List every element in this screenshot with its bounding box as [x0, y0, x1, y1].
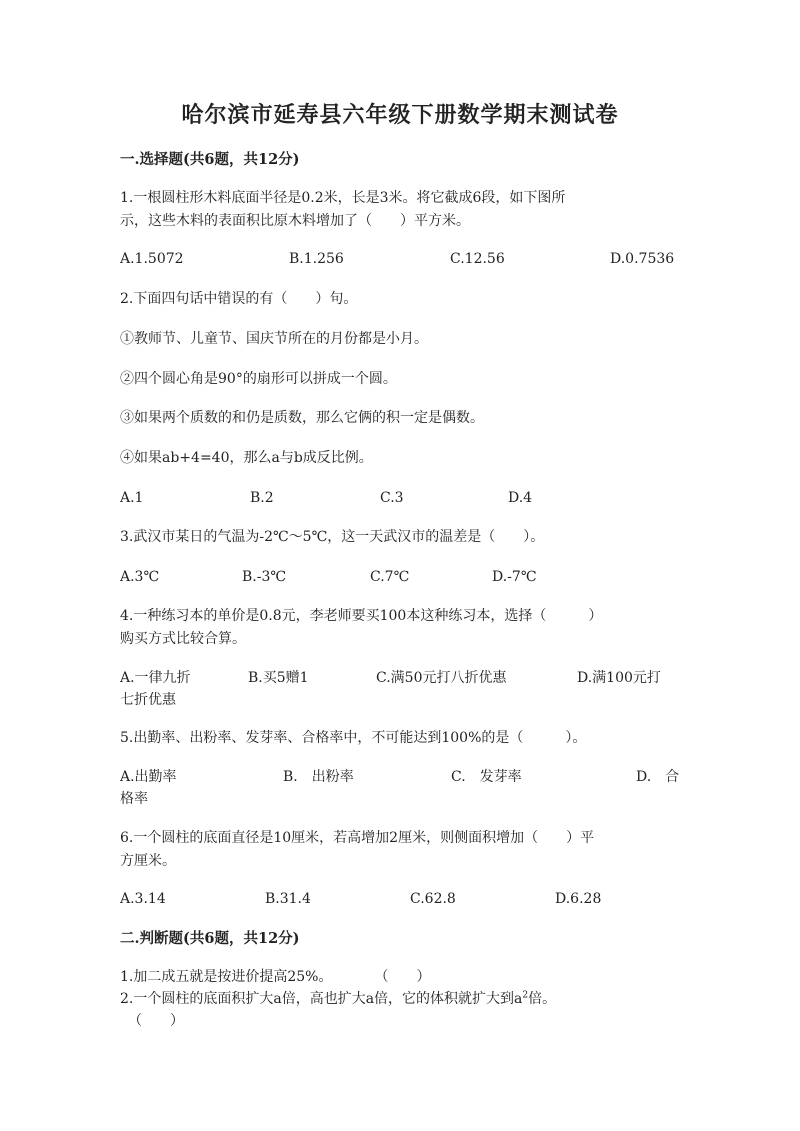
- exam-title: 哈尔滨市延寿县六年级下册数学期末测试卷: [181, 102, 619, 128]
- q1-option-c: C.12.56: [450, 251, 505, 267]
- q3-option-a: A.3℃: [120, 569, 160, 585]
- q3-stem: 3.武汉市某日的气温为-2℃～5℃，这一天武汉市的温差是（ ）。: [120, 529, 545, 545]
- q5-option-a: A.出勤率: [120, 769, 177, 785]
- q4-option-d-cont: 七折优惠: [120, 692, 176, 708]
- q1-line2: 示，这些木料的表面积比原木料增加了（ ）平方米。: [120, 213, 470, 229]
- judge-q1: 1.加二成五就是按进价提高25%。 （ ）: [120, 969, 431, 985]
- q2-statement-2: ②四个圆心角是90°的扇形可以拼成一个圆。: [120, 371, 397, 387]
- q5-option-b: B. 出粉率: [283, 769, 354, 785]
- q3-option-c: C.7℃: [370, 569, 410, 585]
- section2-heading: 二.判断题(共6题，共12分): [120, 930, 300, 947]
- q6-option-a: A.3.14: [120, 891, 166, 907]
- q6-option-c: C.62.8: [410, 891, 456, 907]
- q6-option-d: D.6.28: [555, 891, 602, 907]
- q2-statement-4: ④如果ab+4=40，那么a与b成反比例。: [120, 450, 373, 466]
- q1-option-b: B.1.256: [289, 251, 344, 267]
- q2-statement-3: ③如果两个质数的和仍是质数，那么它俩的积一定是偶数。: [120, 410, 484, 426]
- q4-option-b: B.买5赠1: [248, 670, 309, 686]
- q4-line1: 4.一种练习本的单价是0.8元，李老师要买100本这种练习本，选择（ ）: [120, 608, 603, 624]
- q2-option-d: D.4: [508, 490, 533, 506]
- judge-q2-line1: [120, 989, 556, 1009]
- judge-q2-text: 2.一个圆柱的底面积扩大a倍，高也扩大a倍，它的体积就扩大到a: [120, 991, 523, 1007]
- q2-option-b: B.2: [250, 490, 274, 506]
- q4-option-c: C.满50元打八折优惠: [376, 670, 507, 686]
- q1-line1: 1.一根圆柱形木料底面半径是0.2米，长是3米。将它截成6段，如下图所: [120, 190, 566, 206]
- q6-line1: 6.一个圆柱的底面直径是10厘米，若高增加2厘米，则侧面积增加（ ）平: [120, 830, 595, 846]
- q1-option-d: D.0.7536: [610, 251, 675, 267]
- q6-option-b: B.31.4: [265, 891, 311, 907]
- q4-option-a: A.一律九折: [120, 670, 191, 686]
- q5-option-d-cont: 格率: [120, 791, 148, 807]
- judge-q2-superscript: 2: [522, 990, 529, 1001]
- section1-heading: 一.选择题(共6题，共12分): [120, 151, 300, 168]
- q2-stem: 2.下面四句话中错误的有（ ）句。: [120, 291, 358, 307]
- q5-option-d: D. 合: [636, 769, 680, 785]
- q5-stem: 5.出勤率、出粉率、发芽率、合格率中，不可能达到100%的是（ ）。: [120, 730, 587, 746]
- q6-line2: 方厘米。: [120, 853, 176, 869]
- q1-option-a: A.1.5072: [120, 251, 184, 267]
- q4-option-d: D.满100元打: [577, 670, 661, 686]
- q2-option-c: C.3: [380, 490, 404, 506]
- q2-option-a: A.1: [120, 490, 144, 506]
- judge-q2-tail: 倍。: [528, 991, 557, 1007]
- q4-line2: 购买方式比较合算。: [120, 631, 246, 647]
- q5-option-c: C. 发芽率: [451, 769, 522, 785]
- q3-option-b: B.-3℃: [242, 569, 287, 585]
- q3-option-d: D.-7℃: [492, 569, 537, 585]
- judge-q2-line2: （ ）: [128, 1013, 184, 1029]
- q2-statement-1: ①教师节、儿童节、国庆节所在的月份都是小月。: [120, 331, 428, 347]
